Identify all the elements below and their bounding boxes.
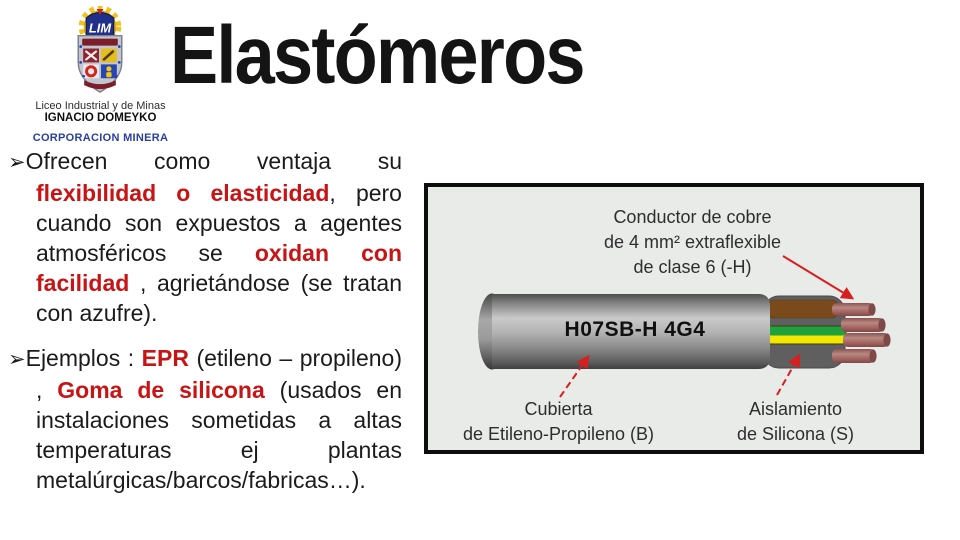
- conductor-label-line2: de 4 mm² extraflexible: [603, 232, 782, 252]
- bullet-1-seg-4-highlight: oxidan con facilidad: [36, 240, 402, 296]
- bullet-item-2: [8, 343, 402, 495]
- svg-text:LIM: LIM: [88, 20, 112, 36]
- aislamiento-label-line2: de Silicona (S): [736, 424, 855, 444]
- aislamiento-label-line1: Aislamiento: [748, 399, 843, 419]
- aislamiento-label: [678, 397, 913, 447]
- earth-wire: [768, 326, 846, 344]
- conductor-label: [582, 205, 803, 280]
- bullet-arrow-icon: ➢: [8, 348, 26, 371]
- cable-figure: [424, 183, 924, 454]
- bullet-item-1: [8, 146, 402, 328]
- bullet-1-seg-5: , agrietándose (se tratan con azufre).: [36, 270, 402, 326]
- bullet-2-seg-2-highlight: EPR: [141, 345, 189, 371]
- conductor-label-line3: de clase 6 (-H): [633, 257, 752, 277]
- bullet-1-seg-3: , pero cuando son expuestos a agentes atmosféricos se: [36, 180, 402, 266]
- bullet-2-seg-5: (usados en instalaciones sometidas a altas temperaturas ej plantas metalúrgicas/barcos/fabricas…).: [36, 377, 402, 493]
- bullet-arrow-icon: ➢: [8, 151, 26, 174]
- logo-caption: [28, 100, 173, 144]
- institution-name: Liceo Industrial y de Minas: [35, 100, 166, 112]
- slide-body: [8, 146, 402, 495]
- cable-marking-text: H07SB-H 4G4: [564, 318, 706, 341]
- cubierta-label: [436, 397, 681, 447]
- bullet-1-seg-2-highlight: flexibilidad o elasticidad: [36, 180, 330, 206]
- school-emblem-icon: [60, 6, 140, 100]
- slide-title: Elastómeros: [170, 10, 584, 101]
- cubierta-label-line1: Cubierta: [524, 399, 593, 419]
- cubierta-label-line2: de Etileno-Propileno (B): [462, 424, 655, 444]
- conductor-label-line1: Conductor de cobre: [613, 207, 772, 227]
- bullet-2-seg-4-highlight: Goma de silicona: [57, 377, 265, 403]
- bullet-1-seg-1: Ofrecen como ventaja su: [25, 148, 402, 174]
- brown-wire: [768, 300, 838, 318]
- corporation-name: CORPORACION MINERA: [32, 132, 169, 144]
- bullet-2-seg-1: Ejemplos :: [25, 345, 142, 371]
- bullet-2-seg-3: (etileno – propileno) ,: [36, 345, 403, 403]
- institution-name-bold: IGNACIO DOMEYKO: [44, 112, 157, 124]
